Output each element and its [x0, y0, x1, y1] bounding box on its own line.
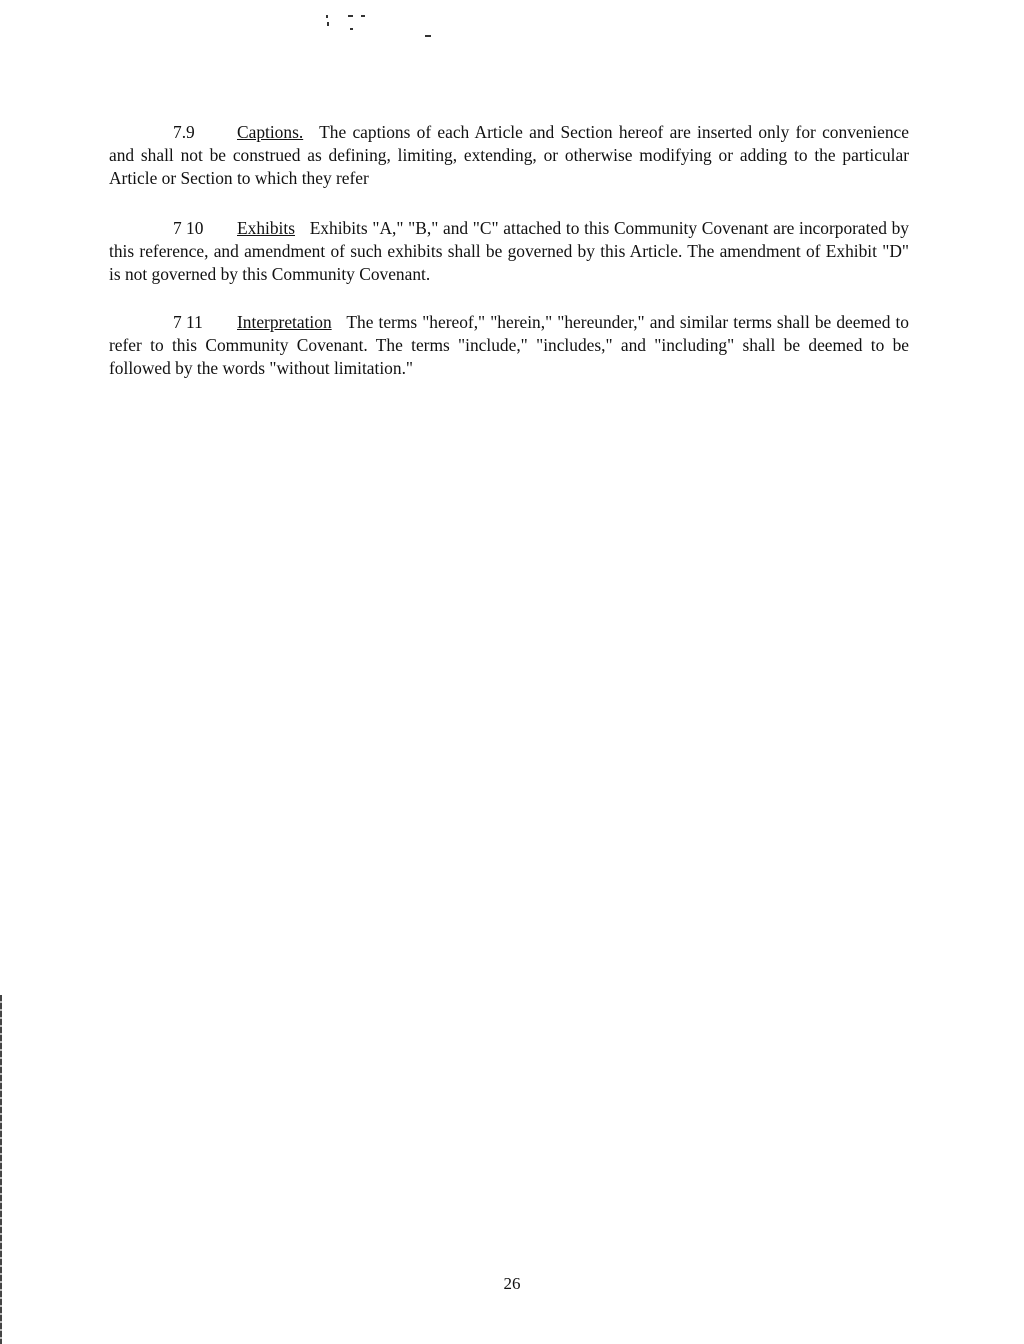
section-caption: Exhibits	[237, 218, 295, 238]
scan-artifact	[348, 15, 353, 17]
scan-artifact	[425, 35, 431, 37]
section-text: The captions of each Article and Section hereof are inserted only for convenience and shall not be construed as defining, limiting, extending, or otherwise modifying or adding to the particular Article or Section to which they refer	[109, 122, 909, 188]
section-text: Exhibits "A," "B," and "C" attached to this Community Covenant are incorporated by this reference, and amendment of such exhibits shall be governed by this Article. The amendment of Exhibit "D" is not governed by this Community Covenant.	[109, 218, 909, 284]
section-captions	[109, 121, 909, 190]
section-exhibits	[109, 217, 909, 286]
section-interpretation	[109, 311, 909, 380]
section-caption: Interpretation	[237, 312, 332, 332]
section-text: The terms "hereof," "herein," "hereunder," and similar terms shall be deemed to refer to this Community Covenant. The terms "include," "includes," and "including" shall be deemed to be followed by the words "without limitation."	[109, 312, 909, 378]
section-number: 7.9	[173, 122, 195, 142]
scan-artifact	[326, 15, 328, 18]
section-number: 7 10	[173, 218, 204, 238]
section-number: 7 11	[173, 312, 203, 332]
page-number: 26	[503, 1274, 521, 1293]
scan-artifact	[327, 22, 329, 26]
scan-artifact	[361, 15, 365, 17]
scan-artifact	[350, 28, 353, 30]
section-caption: Captions.	[237, 122, 304, 142]
